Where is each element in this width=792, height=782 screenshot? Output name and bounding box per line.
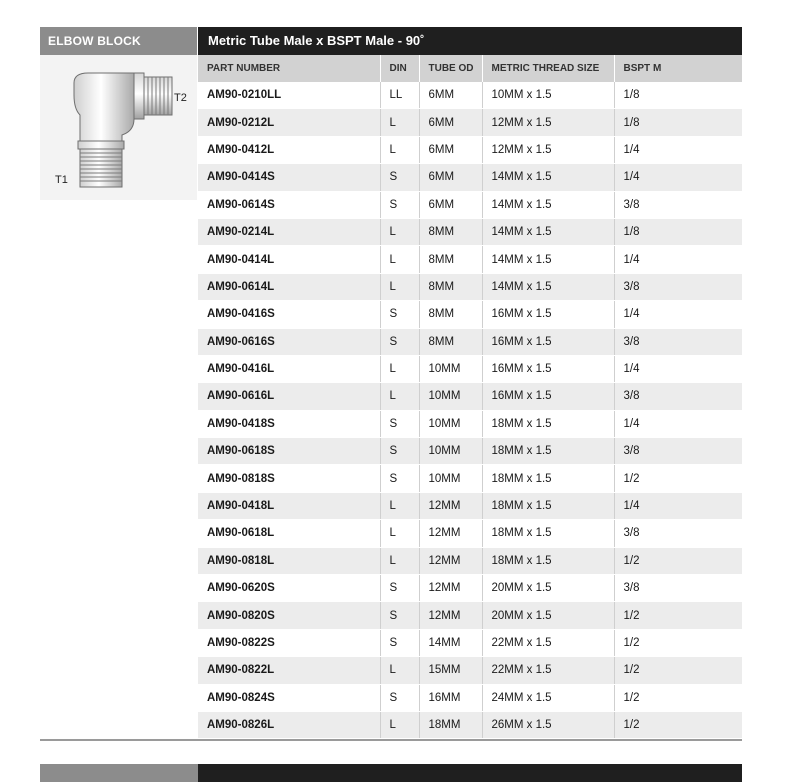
din-cell: S bbox=[380, 684, 419, 711]
part-number-cell: AM90-0616L bbox=[198, 383, 380, 410]
tube-od-cell: 10MM bbox=[419, 438, 482, 465]
tube-od-cell: 10MM bbox=[419, 410, 482, 437]
metric-thread-size-cell: 14MM x 1.5 bbox=[482, 273, 614, 300]
table-row bbox=[198, 711, 742, 738]
metric-thread-size-cell: 14MM x 1.5 bbox=[482, 191, 614, 218]
part-number-cell: AM90-0822L bbox=[198, 657, 380, 684]
bspt-m-cell: 1/2 bbox=[614, 602, 742, 629]
bspt-m-cell: 3/8 bbox=[614, 575, 742, 602]
table-body bbox=[198, 82, 742, 739]
metric-thread-size-cell: 18MM x 1.5 bbox=[482, 547, 614, 574]
bspt-m-header: BSPT M bbox=[614, 55, 742, 82]
table-row bbox=[198, 575, 742, 602]
table-row bbox=[198, 629, 742, 656]
tube-od-cell: 15MM bbox=[419, 657, 482, 684]
table-row bbox=[198, 218, 742, 245]
table-row bbox=[198, 328, 742, 355]
din-cell: L bbox=[380, 355, 419, 382]
din-cell: L bbox=[380, 520, 419, 547]
metric-thread-size-cell: 24MM x 1.5 bbox=[482, 684, 614, 711]
metric-thread-size-cell: 16MM x 1.5 bbox=[482, 328, 614, 355]
table-row bbox=[198, 438, 742, 465]
bspt-m-cell: 1/4 bbox=[614, 492, 742, 519]
din-cell: S bbox=[380, 465, 419, 492]
din-cell: S bbox=[380, 410, 419, 437]
metric-thread-size-cell: 14MM x 1.5 bbox=[482, 246, 614, 273]
metric-thread-size-cell: 22MM x 1.5 bbox=[482, 629, 614, 656]
metric-thread-size-cell: 10MM x 1.5 bbox=[482, 82, 614, 109]
part-number-cell: AM90-0210LL bbox=[198, 82, 380, 109]
bspt-m-cell: 1/8 bbox=[614, 82, 742, 109]
bspt-m-cell: 1/4 bbox=[614, 246, 742, 273]
table-title: Metric Tube Male x BSPT Male - 90˚ bbox=[198, 27, 742, 55]
din-cell: LL bbox=[380, 82, 419, 109]
table-row bbox=[198, 246, 742, 273]
bspt-m-cell: 1/2 bbox=[614, 547, 742, 574]
next-section-sidebar-bar bbox=[40, 764, 198, 782]
bspt-m-cell: 1/8 bbox=[614, 109, 742, 136]
din-cell: S bbox=[380, 301, 419, 328]
din-cell: S bbox=[380, 629, 419, 656]
bspt-m-cell: 1/4 bbox=[614, 410, 742, 437]
table-row bbox=[198, 684, 742, 711]
din-cell: L bbox=[380, 273, 419, 300]
metric-thread-size-cell: 14MM x 1.5 bbox=[482, 164, 614, 191]
tube-od-cell: 10MM bbox=[419, 383, 482, 410]
part-number-cell: AM90-0620S bbox=[198, 575, 380, 602]
tube-od-cell: 8MM bbox=[419, 328, 482, 355]
tube-od-cell: 6MM bbox=[419, 164, 482, 191]
next-section-title-bar bbox=[198, 764, 742, 782]
din-cell: L bbox=[380, 136, 419, 163]
bspt-m-cell: 1/4 bbox=[614, 355, 742, 382]
tube-od-cell: 6MM bbox=[419, 82, 482, 109]
bspt-m-cell: 1/2 bbox=[614, 684, 742, 711]
bspt-m-cell: 1/4 bbox=[614, 164, 742, 191]
din-cell: L bbox=[380, 711, 419, 738]
metric-thread-size-cell: 20MM x 1.5 bbox=[482, 575, 614, 602]
tube-od-cell: 6MM bbox=[419, 191, 482, 218]
part-number-cell: AM90-0414S bbox=[198, 164, 380, 191]
table-row bbox=[198, 410, 742, 437]
din-cell: L bbox=[380, 383, 419, 410]
bspt-m-cell: 1/2 bbox=[614, 465, 742, 492]
metric-thread-size-cell: 22MM x 1.5 bbox=[482, 657, 614, 684]
bottom-divider bbox=[40, 739, 742, 741]
part-number-cell: AM90-0618L bbox=[198, 520, 380, 547]
metric-thread-size-cell: 16MM x 1.5 bbox=[482, 383, 614, 410]
part-number-cell: AM90-0824S bbox=[198, 684, 380, 711]
bspt-m-cell: 1/4 bbox=[614, 301, 742, 328]
tube-od-cell: 8MM bbox=[419, 218, 482, 245]
din-cell: L bbox=[380, 492, 419, 519]
din-cell: L bbox=[380, 218, 419, 245]
bspt-m-cell: 1/2 bbox=[614, 657, 742, 684]
part-number-cell: AM90-0820S bbox=[198, 602, 380, 629]
bspt-m-cell: 3/8 bbox=[614, 383, 742, 410]
bspt-m-cell: 1/8 bbox=[614, 218, 742, 245]
part-number-cell: AM90-0416L bbox=[198, 355, 380, 382]
table-row bbox=[198, 191, 742, 218]
bspt-m-cell: 3/8 bbox=[614, 328, 742, 355]
metric-thread-size-cell: 16MM x 1.5 bbox=[482, 355, 614, 382]
bspt-m-cell: 3/8 bbox=[614, 273, 742, 300]
metric-thread-size-cell: 18MM x 1.5 bbox=[482, 492, 614, 519]
din-cell: S bbox=[380, 164, 419, 191]
din-cell: S bbox=[380, 575, 419, 602]
tube-od-cell: 8MM bbox=[419, 301, 482, 328]
part-number-cell: AM90-0826L bbox=[198, 711, 380, 738]
tube-od-cell: 16MM bbox=[419, 684, 482, 711]
part-number-cell: AM90-0616S bbox=[198, 328, 380, 355]
metric-thread-size-cell: 18MM x 1.5 bbox=[482, 465, 614, 492]
metric-thread-size-cell: 16MM x 1.5 bbox=[482, 301, 614, 328]
din-cell: L bbox=[380, 109, 419, 136]
tube-od-cell: 10MM bbox=[419, 355, 482, 382]
tube-od-cell: 6MM bbox=[419, 109, 482, 136]
metric-thread-size-cell: 18MM x 1.5 bbox=[482, 410, 614, 437]
tube-od-header: TUBE OD bbox=[419, 55, 482, 82]
metric-thread-size-cell: 12MM x 1.5 bbox=[482, 136, 614, 163]
part-number-cell: AM90-0614S bbox=[198, 191, 380, 218]
metric-thread-size-cell: 26MM x 1.5 bbox=[482, 711, 614, 738]
part-number-cell: AM90-0214L bbox=[198, 218, 380, 245]
parts-table bbox=[198, 55, 742, 739]
table-row bbox=[198, 657, 742, 684]
din-cell: L bbox=[380, 547, 419, 574]
din-header: DIN bbox=[380, 55, 419, 82]
metric-thread-size-cell: 18MM x 1.5 bbox=[482, 520, 614, 547]
metric-thread-size-cell: 14MM x 1.5 bbox=[482, 218, 614, 245]
part-number-cell: AM90-0818L bbox=[198, 547, 380, 574]
bspt-m-cell: 1/4 bbox=[614, 136, 742, 163]
metric-thread-size-cell: 18MM x 1.5 bbox=[482, 438, 614, 465]
table-row bbox=[198, 136, 742, 163]
tube-od-cell: 12MM bbox=[419, 520, 482, 547]
tube-od-cell: 8MM bbox=[419, 273, 482, 300]
tube-od-cell: 12MM bbox=[419, 602, 482, 629]
tube-od-cell: 12MM bbox=[419, 575, 482, 602]
part-number-cell: AM90-0614L bbox=[198, 273, 380, 300]
din-cell: S bbox=[380, 191, 419, 218]
tube-od-cell: 18MM bbox=[419, 711, 482, 738]
metric-thread-size-cell: 12MM x 1.5 bbox=[482, 109, 614, 136]
metric-thread-size-cell: 20MM x 1.5 bbox=[482, 602, 614, 629]
part-number-cell: AM90-0412L bbox=[198, 136, 380, 163]
table-row bbox=[198, 520, 742, 547]
part-number-cell: AM90-0414L bbox=[198, 246, 380, 273]
tube-od-cell: 6MM bbox=[419, 136, 482, 163]
table-row bbox=[198, 82, 742, 109]
tube-od-cell: 10MM bbox=[419, 465, 482, 492]
part-number-cell: AM90-0416S bbox=[198, 301, 380, 328]
part-number-cell: AM90-0618S bbox=[198, 438, 380, 465]
table-row bbox=[198, 602, 742, 629]
din-cell: L bbox=[380, 657, 419, 684]
tube-od-cell: 8MM bbox=[419, 246, 482, 273]
table-row bbox=[198, 109, 742, 136]
table-row bbox=[198, 547, 742, 574]
port-label-t1: T1 bbox=[55, 174, 68, 186]
table-row bbox=[198, 492, 742, 519]
din-cell: S bbox=[380, 328, 419, 355]
table-row bbox=[198, 383, 742, 410]
din-cell: S bbox=[380, 602, 419, 629]
part-number-cell: AM90-0418S bbox=[198, 410, 380, 437]
part-number-cell: AM90-0822S bbox=[198, 629, 380, 656]
tube-od-cell: 12MM bbox=[419, 547, 482, 574]
port-label-t2: T2 bbox=[174, 92, 187, 104]
part-number-header: PART NUMBER bbox=[198, 55, 380, 82]
bspt-m-cell: 3/8 bbox=[614, 191, 742, 218]
table-header-row bbox=[198, 55, 742, 82]
table-row bbox=[198, 301, 742, 328]
din-cell: L bbox=[380, 246, 419, 273]
table-row bbox=[198, 273, 742, 300]
metric-thread-size-header: METRIC THREAD SIZE bbox=[482, 55, 614, 82]
bspt-m-cell: 1/2 bbox=[614, 629, 742, 656]
table-row bbox=[198, 355, 742, 382]
part-number-cell: AM90-0818S bbox=[198, 465, 380, 492]
din-cell: S bbox=[380, 438, 419, 465]
sidebar-title: ELBOW BLOCK bbox=[40, 27, 197, 55]
bspt-m-cell: 3/8 bbox=[614, 520, 742, 547]
bspt-m-cell: 3/8 bbox=[614, 438, 742, 465]
tube-od-cell: 14MM bbox=[419, 629, 482, 656]
table-row bbox=[198, 164, 742, 191]
bspt-m-cell: 1/2 bbox=[614, 711, 742, 738]
part-number-cell: AM90-0418L bbox=[198, 492, 380, 519]
tube-od-cell: 12MM bbox=[419, 492, 482, 519]
table-row bbox=[198, 465, 742, 492]
part-number-cell: AM90-0212L bbox=[198, 109, 380, 136]
